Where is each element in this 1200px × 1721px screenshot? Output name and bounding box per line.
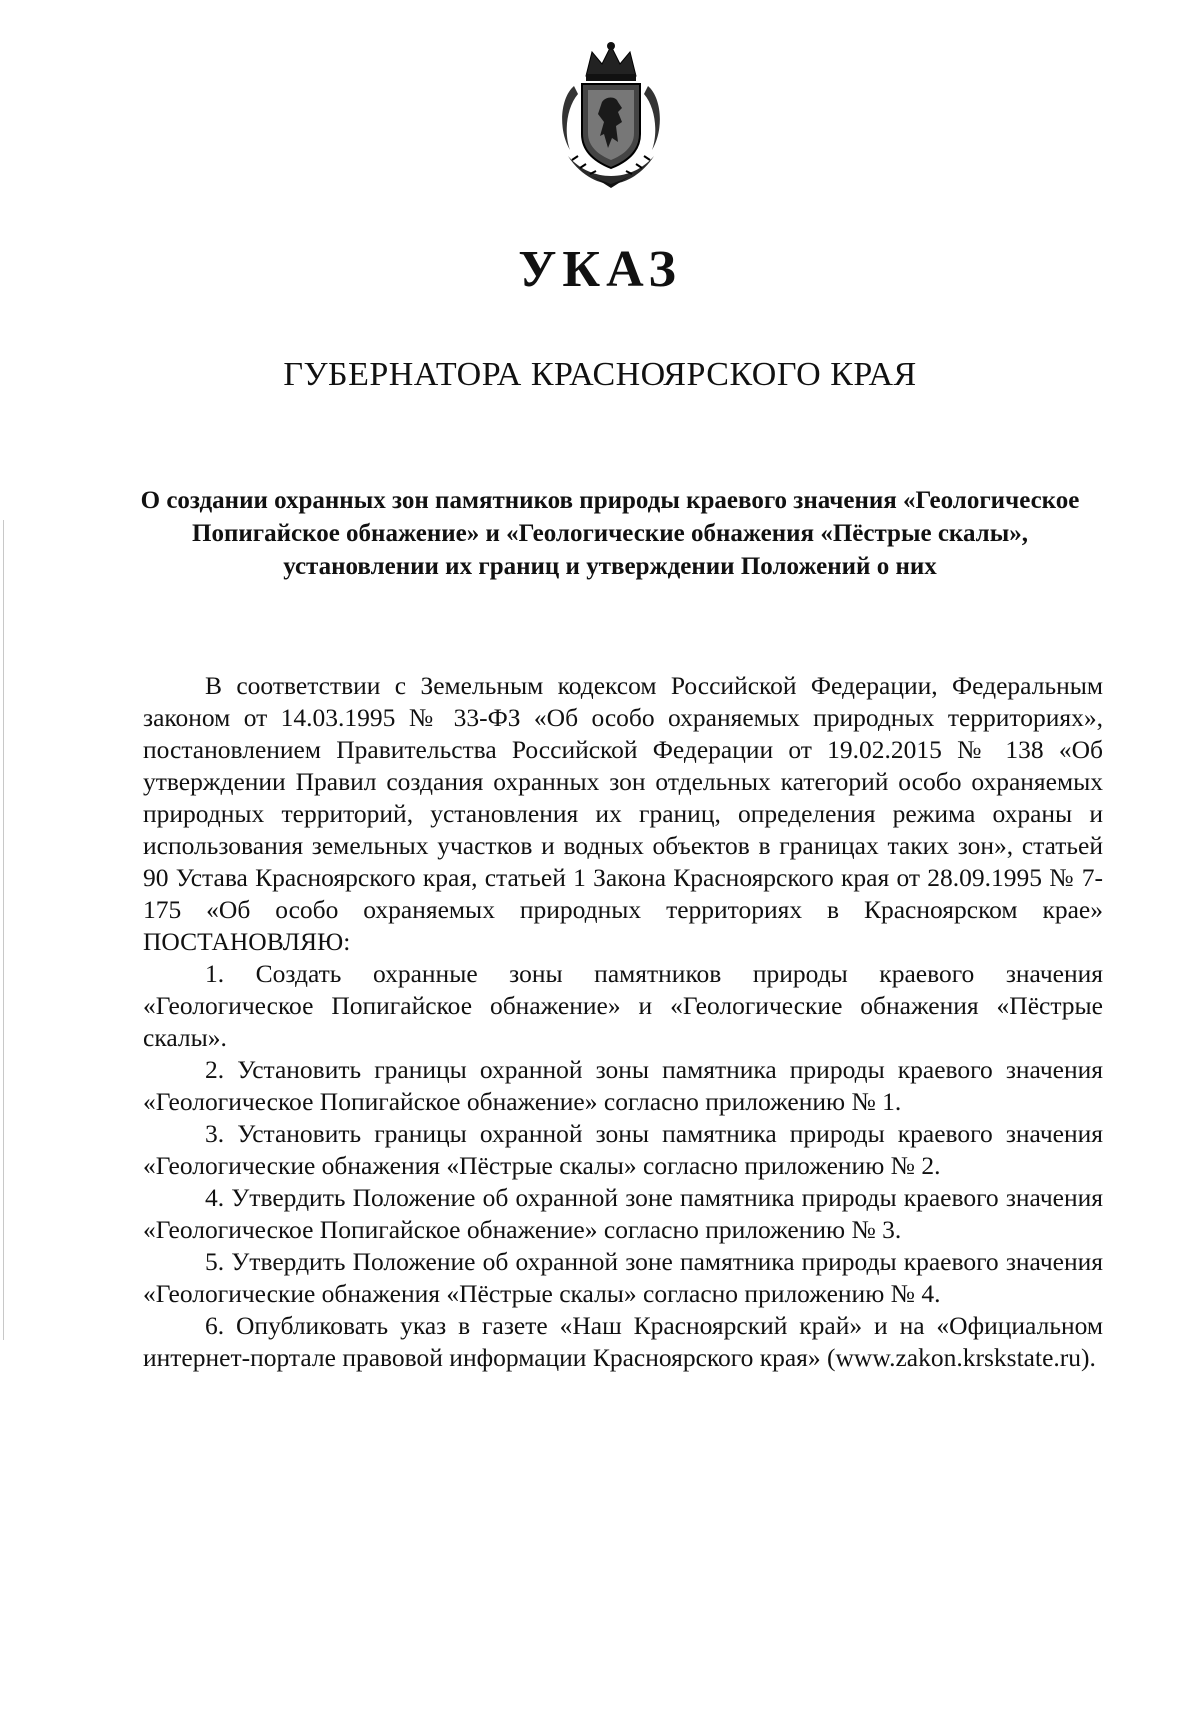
item-5-paragraph: 5. Утвердить Положение об охранной зоне памятника природы краевого значения «Геологические обнажения «Пёстрые скалы» согласно приложению № 4.: [143, 1247, 1103, 1308]
item-2-paragraph: 2. Установить границы охранной зоны памятника природы краевого значения «Геологическое Попигайское обнажение» согласно приложению № 1.: [143, 1055, 1103, 1116]
document-subtitle: ГУБЕРНАТОРА КРАСНОЯРСКОГО КРАЯ: [283, 356, 917, 393]
item-6-paragraph: 6. Опубликовать указ в газете «Наш Красноярский край» и на «Официальном интернет-портале правовой информации Красноярского края» (www.zakon.krskstate.ru).: [143, 1311, 1103, 1372]
item-4-paragraph: 4. Утвердить Положение об охранной зоне памятника природы краевого значения «Геологическое Попигайское обнажение» согласно приложению № 3.: [143, 1183, 1103, 1244]
krasnoyarsk-coat-of-arms-icon: [552, 38, 670, 188]
decree-body: [143, 670, 1103, 1374]
item-3-paragraph: 3. Установить границы охранной зоны памятника природы краевого значения «Геологические обнажения «Пёстрые скалы» согласно приложению № 2.: [143, 1119, 1103, 1180]
document-title: УКАЗ: [518, 241, 682, 298]
preamble-paragraph: В соответствии с Земельным кодексом Российской Федерации, Федеральным законом от 14.03.1995 № 33-ФЗ «Об особо охраняемых природных территориях», постановлением Правительства Российской Федерации от 19.02.2015 № 138 «Об утверждении Правил создания охранных зон отдельных категорий особо охраняемых природных территорий, установления их границ, определения режима охраны и использования земельных участков и водных объектов в границах таких зон», статьей 90 Устава Красноярского края, статьей 1 Закона Красноярского края от 28.09.1995 № 7-175 «Об особо охраняемых природных территориях в Красноярском крае» ПОСТАНОВЛЯЮ:: [143, 671, 1103, 956]
scan-edge-line: [3, 520, 4, 1340]
decree-heading: О создании охранных зон памятников природы краевого значения «Геологическое Попигайское обнажение» и «Геологические обнажения «Пёстрые скалы», установлении их границ и утверждении Положений о них: [140, 487, 1080, 580]
item-1-paragraph: 1. Создать охранные зоны памятников природы краевого значения «Геологическое Попигайское обнажение» и «Геологические обнажения «Пёстрые скалы».: [143, 959, 1103, 1052]
